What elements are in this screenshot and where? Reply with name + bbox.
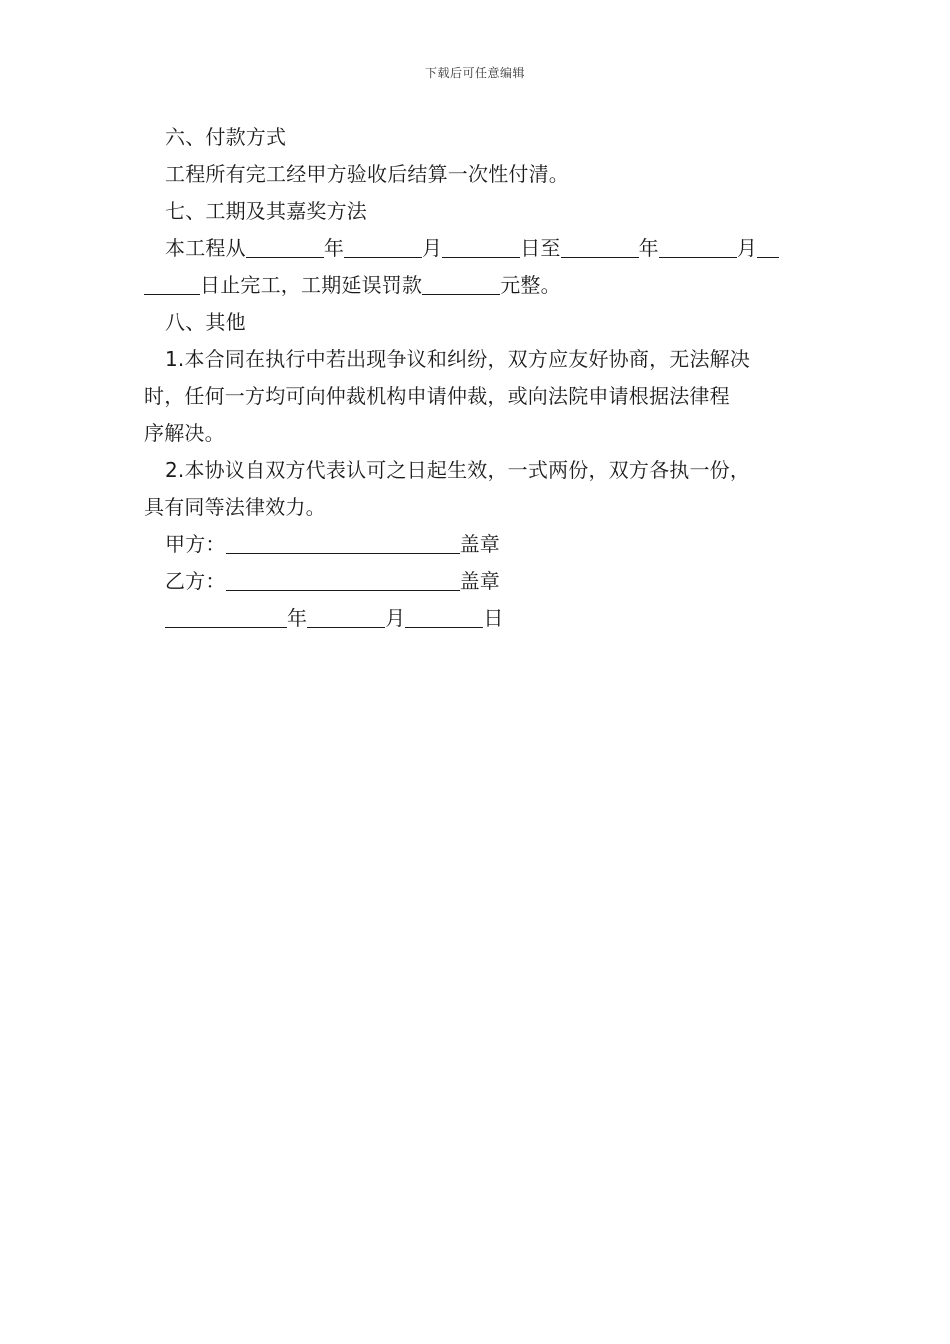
schedule-prefix: 本工程从 xyxy=(165,236,246,260)
end-day-blank-part2 xyxy=(144,272,200,295)
party-b-signature-line xyxy=(144,563,808,600)
completion-penalty-text: 日止完工，工期延误罚款 xyxy=(200,273,423,297)
section7-title: 七、工期及其嘉奖方法 xyxy=(165,199,367,223)
section8-item1-line2: 时，任何一方均可向仲裁机构申请仲裁，或向法院申请根据法律程 xyxy=(144,384,730,408)
sign-month-blank xyxy=(307,605,385,628)
party-a-seal: 盖章 xyxy=(459,532,501,556)
section8-item1-line1: 1.本合同在执行中若出现争议和纠纷，双方应友好协商，无法解决 xyxy=(165,347,751,371)
document-body xyxy=(144,119,808,637)
end-month-label: 月 xyxy=(736,236,758,260)
party-b-label: 乙方： xyxy=(165,569,226,593)
end-year-label: 年 xyxy=(638,236,659,260)
party-a-signature-line xyxy=(144,526,808,563)
start-year-blank xyxy=(246,235,324,258)
section6-body: 工程所有完工经甲方验收后结算一次性付清。 xyxy=(165,162,569,186)
sign-year-label: 年 xyxy=(287,606,308,630)
section8-item1-line3: 序解决。 xyxy=(144,421,225,445)
end-day-blank-part1 xyxy=(757,235,779,258)
party-b-seal: 盖章 xyxy=(459,569,501,593)
start-month-label: 月 xyxy=(422,236,443,260)
section8-item2-line2: 具有同等法律效力。 xyxy=(144,495,326,519)
currency-label: 元整。 xyxy=(500,273,561,297)
page-header: 下载后可任意编辑 xyxy=(424,66,525,80)
end-month-blank xyxy=(659,235,737,258)
sign-day-label: 日 xyxy=(483,606,504,630)
start-day-blank xyxy=(442,235,520,258)
section7-schedule-line1 xyxy=(144,230,808,267)
party-a-blank xyxy=(226,531,460,554)
sign-year-blank xyxy=(165,605,287,628)
end-year-blank xyxy=(561,235,639,258)
penalty-amount-blank xyxy=(422,272,500,295)
party-b-blank xyxy=(226,568,460,591)
section8-item2-line1: 2.本协议自双方代表认可之日起生效，一式两份，双方各执一份， xyxy=(165,458,751,482)
section6-title: 六、付款方式 xyxy=(165,125,287,149)
signing-date-line xyxy=(144,600,808,637)
section7-schedule-line2 xyxy=(144,267,808,304)
party-a-label: 甲方： xyxy=(165,532,226,556)
start-year-label: 年 xyxy=(323,236,345,260)
sign-month-label: 月 xyxy=(385,606,406,630)
start-month-blank xyxy=(344,235,422,258)
sign-day-blank xyxy=(405,605,483,628)
day-to-label: 日至 xyxy=(520,236,561,260)
section8-title: 八、其他 xyxy=(165,310,246,334)
